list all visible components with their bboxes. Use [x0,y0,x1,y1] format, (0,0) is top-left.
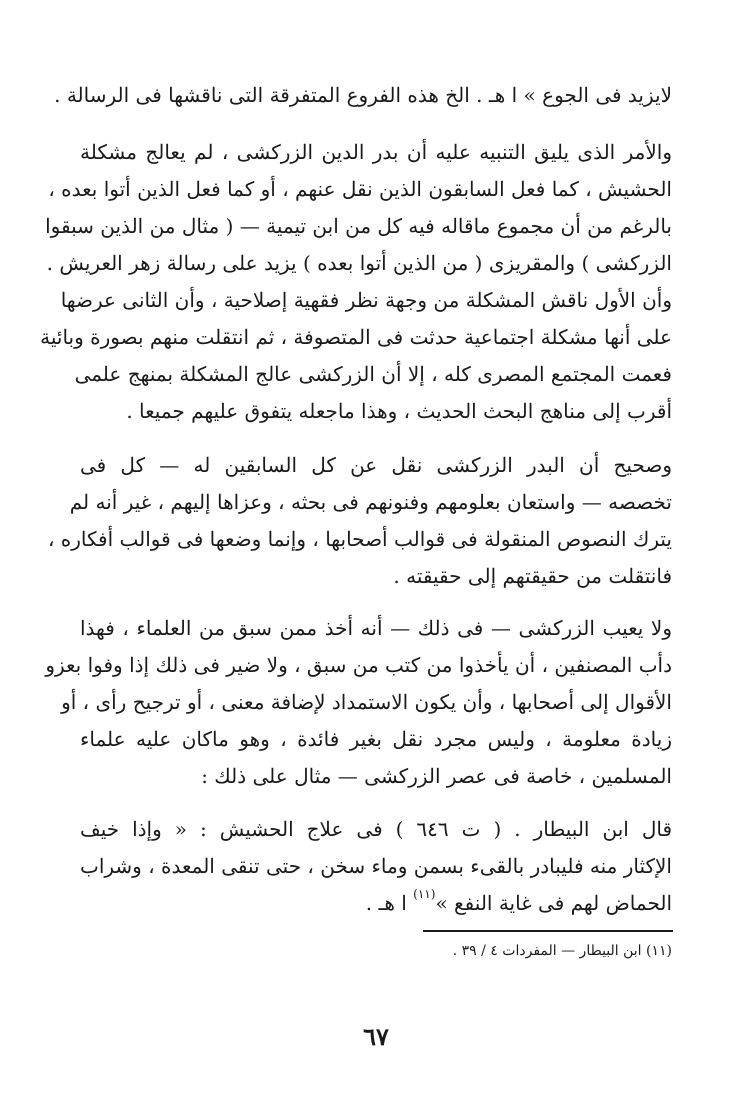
footnote-divider [423,930,673,932]
text-line-with-footnote-ref [80,886,672,923]
quote-text: الحماض لهم فى غاية النفع » [435,891,672,915]
text-line: الأقوال إلى أصحابها ، وأن يكون الاستمداد لإضافة معنى ، أو ترجيح رأى ، أو [61,690,672,714]
text-line: ولا يعيب الزركشى — فى ذلك — أنه أخذ ممن سبق من العلماء ، فهذا [80,616,672,640]
text-line: وصحيح أن البدر الزركشى نقل عن كل السابقين له — كل فى [80,453,672,477]
text-line: بالرغم من أن مجموع ماقاله فيه كل من ابن تيمية — ( مثال من الذين سبقوا [45,214,672,238]
text-line: فانتقلت من حقيقتهم إلى حقيقته . [393,564,672,588]
text-line: وأن الأول ناقش المشكلة من وجهة نظر فقهية إصلاحية ، وأن الثانى عرضها [60,288,672,312]
text-line: المسلمين ، خاصة فى عصر الزركشى — مثال على ذلك : [201,764,672,788]
text-line: الحشيش ، كما فعل السابقون الذين نقل عنهم ، أو كما فعل الذين أتوا بعده ، [48,177,672,201]
text-line: تخصصه — واستعان بعلومهم وفنونهم فى بحثه ، وعزاها إليهم ، غير أنه لم [69,490,672,514]
page-number: ٦٧ [363,1022,389,1051]
text-line: الزركشى ) والمقريزى ( من الذين أتوا بعده ) يزيد على رسالة زهر العريش . [46,251,672,275]
quote-tail: ا هـ . [365,891,407,915]
text-line: لايزيد فى الجوع » ا هـ . الخ هذه الفروع المتفرقة التى ناقشها فى الرسالة . [54,83,672,107]
text-line: والأمر الذى يليق التنبيه عليه أن بدر الدين الزركشى ، لم يعالج مشكلة [80,140,672,164]
footnote-reference: (١١) [413,887,436,901]
text-line: يترك النصوص المنقولة فى قوالب أصحابها ، وإنما وضعها فى قوالب أفكاره ، [47,527,672,551]
text-line: دأب المصنفين ، أن يأخذوا من كتب من سبق ، ولا ضير فى ذلك إذا وفوا بعزو [45,653,672,677]
text-line: على أنها مشكلة اجتماعية حدثت فى المتصوفة ، ثم انتقلت منهم بصورة وبائية [40,325,672,349]
text-line: أقرب إلى مناهج البحث الحديث ، وهذا ماجعله يتفوق عليهم جميعا . [126,399,672,423]
footnote: (١١) ابن البيطار — المفردات ٤ / ٣٩ . [452,943,672,959]
text-line: قال ابن البيطار . ( ت ٦٤٦ ) فى علاج الحشيش : « وإذا خيف [80,817,672,841]
text-line: الإكثار منه فليبادر بالقىء بسمن وماء سخن ، حتى تنقى المعدة ، وشراب [80,854,672,878]
text-line: فعمت المجتمع المصرى كله ، إلا أن الزركشى عالج المشكلة بمنهج علمى [74,362,672,386]
text-line: زيادة معلومة ، وليس مجرد نقل بغير فائدة ، وهو ماكان عليه علماء [80,727,672,751]
